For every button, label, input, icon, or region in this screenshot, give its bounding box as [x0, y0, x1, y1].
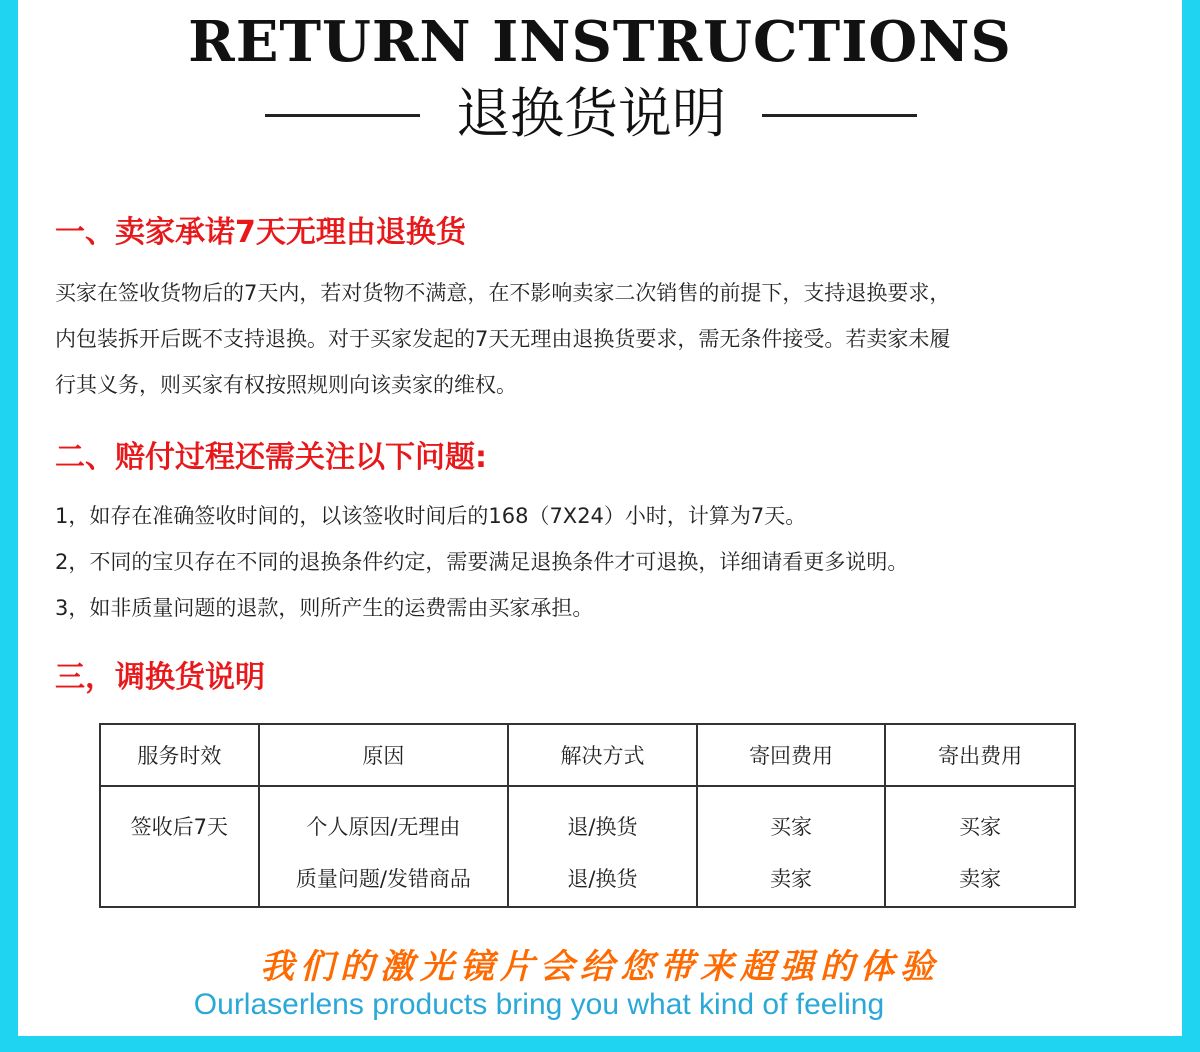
send-fee-text: 买家 — [959, 815, 1002, 839]
page-title: RETURN INSTRUCTIONS — [188, 9, 1012, 75]
section1-heading: 一、卖家承诺7天无理由退换货 — [55, 215, 466, 250]
table-row — [100, 786, 1075, 907]
section2-item: 3，如非质量问题的退款，则所产生的运费需由买家承担。 — [55, 596, 594, 620]
solution-text: 退/换货 — [567, 867, 638, 891]
return-fee-text: 买家 — [770, 815, 813, 839]
table-header-cell: 服务时效 — [100, 724, 259, 786]
table-header-cell: 解决方式 — [508, 724, 697, 786]
page-subtitle: 退换货说明 — [456, 82, 726, 145]
return-fee-text: 卖家 — [770, 867, 813, 891]
service-period-cell — [100, 786, 259, 907]
exchange-table — [99, 723, 1076, 908]
solution-cell — [508, 786, 697, 907]
slogan-chinese: 我们的激光镜片会给您带来超强的体验 — [260, 947, 940, 987]
section2-item: 2，不同的宝贝存在不同的退换条件约定，需要满足退换条件才可退换，详细请看更多说明。 — [55, 550, 909, 574]
table-header-cell: 原因 — [259, 724, 508, 786]
section1-line: 行其义务，则买家有权按照规则向该卖家的维权。 — [55, 373, 517, 397]
reason-text: 个人原因/无理由 — [306, 815, 461, 839]
service-period: 签收后7天 — [130, 815, 229, 839]
solution-text: 退/换货 — [567, 815, 638, 839]
section2-body — [55, 493, 1135, 631]
return-fee-cell — [697, 786, 886, 907]
send-fee-cell — [885, 786, 1075, 907]
section1-body — [55, 270, 1135, 408]
slogan-english: Ourlaserlens products bring you what kind of feeling — [193, 988, 885, 1021]
section2-heading: 二、赔付过程还需关注以下问题: — [55, 440, 487, 475]
subtitle-rule-right — [762, 114, 917, 117]
table-header-row — [100, 724, 1075, 786]
subtitle-rule-left — [265, 114, 420, 117]
subtitle-row — [0, 80, 1200, 148]
send-fee-text: 卖家 — [959, 867, 1002, 891]
section2-item: 1，如存在准确签收时间的，以该签收时间后的168（7X24）小时，计算为7天。 — [55, 504, 807, 528]
table-header-cell: 寄出费用 — [885, 724, 1075, 786]
reason-cell — [259, 786, 508, 907]
reason-text: 质量问题/发错商品 — [295, 867, 471, 891]
section1-line: 买家在签收货物后的7天内，若对货物不满意，在不影响卖家二次销售的前提下，支持退换要求， — [55, 281, 951, 305]
table-header-cell: 寄回费用 — [697, 724, 886, 786]
section1-line: 内包装拆开后既不支持退换。对于买家发起的7天无理由退换货要求，需无条件接受。若卖家未履 — [55, 327, 951, 351]
section3-heading: 三，调换货说明 — [55, 660, 265, 695]
